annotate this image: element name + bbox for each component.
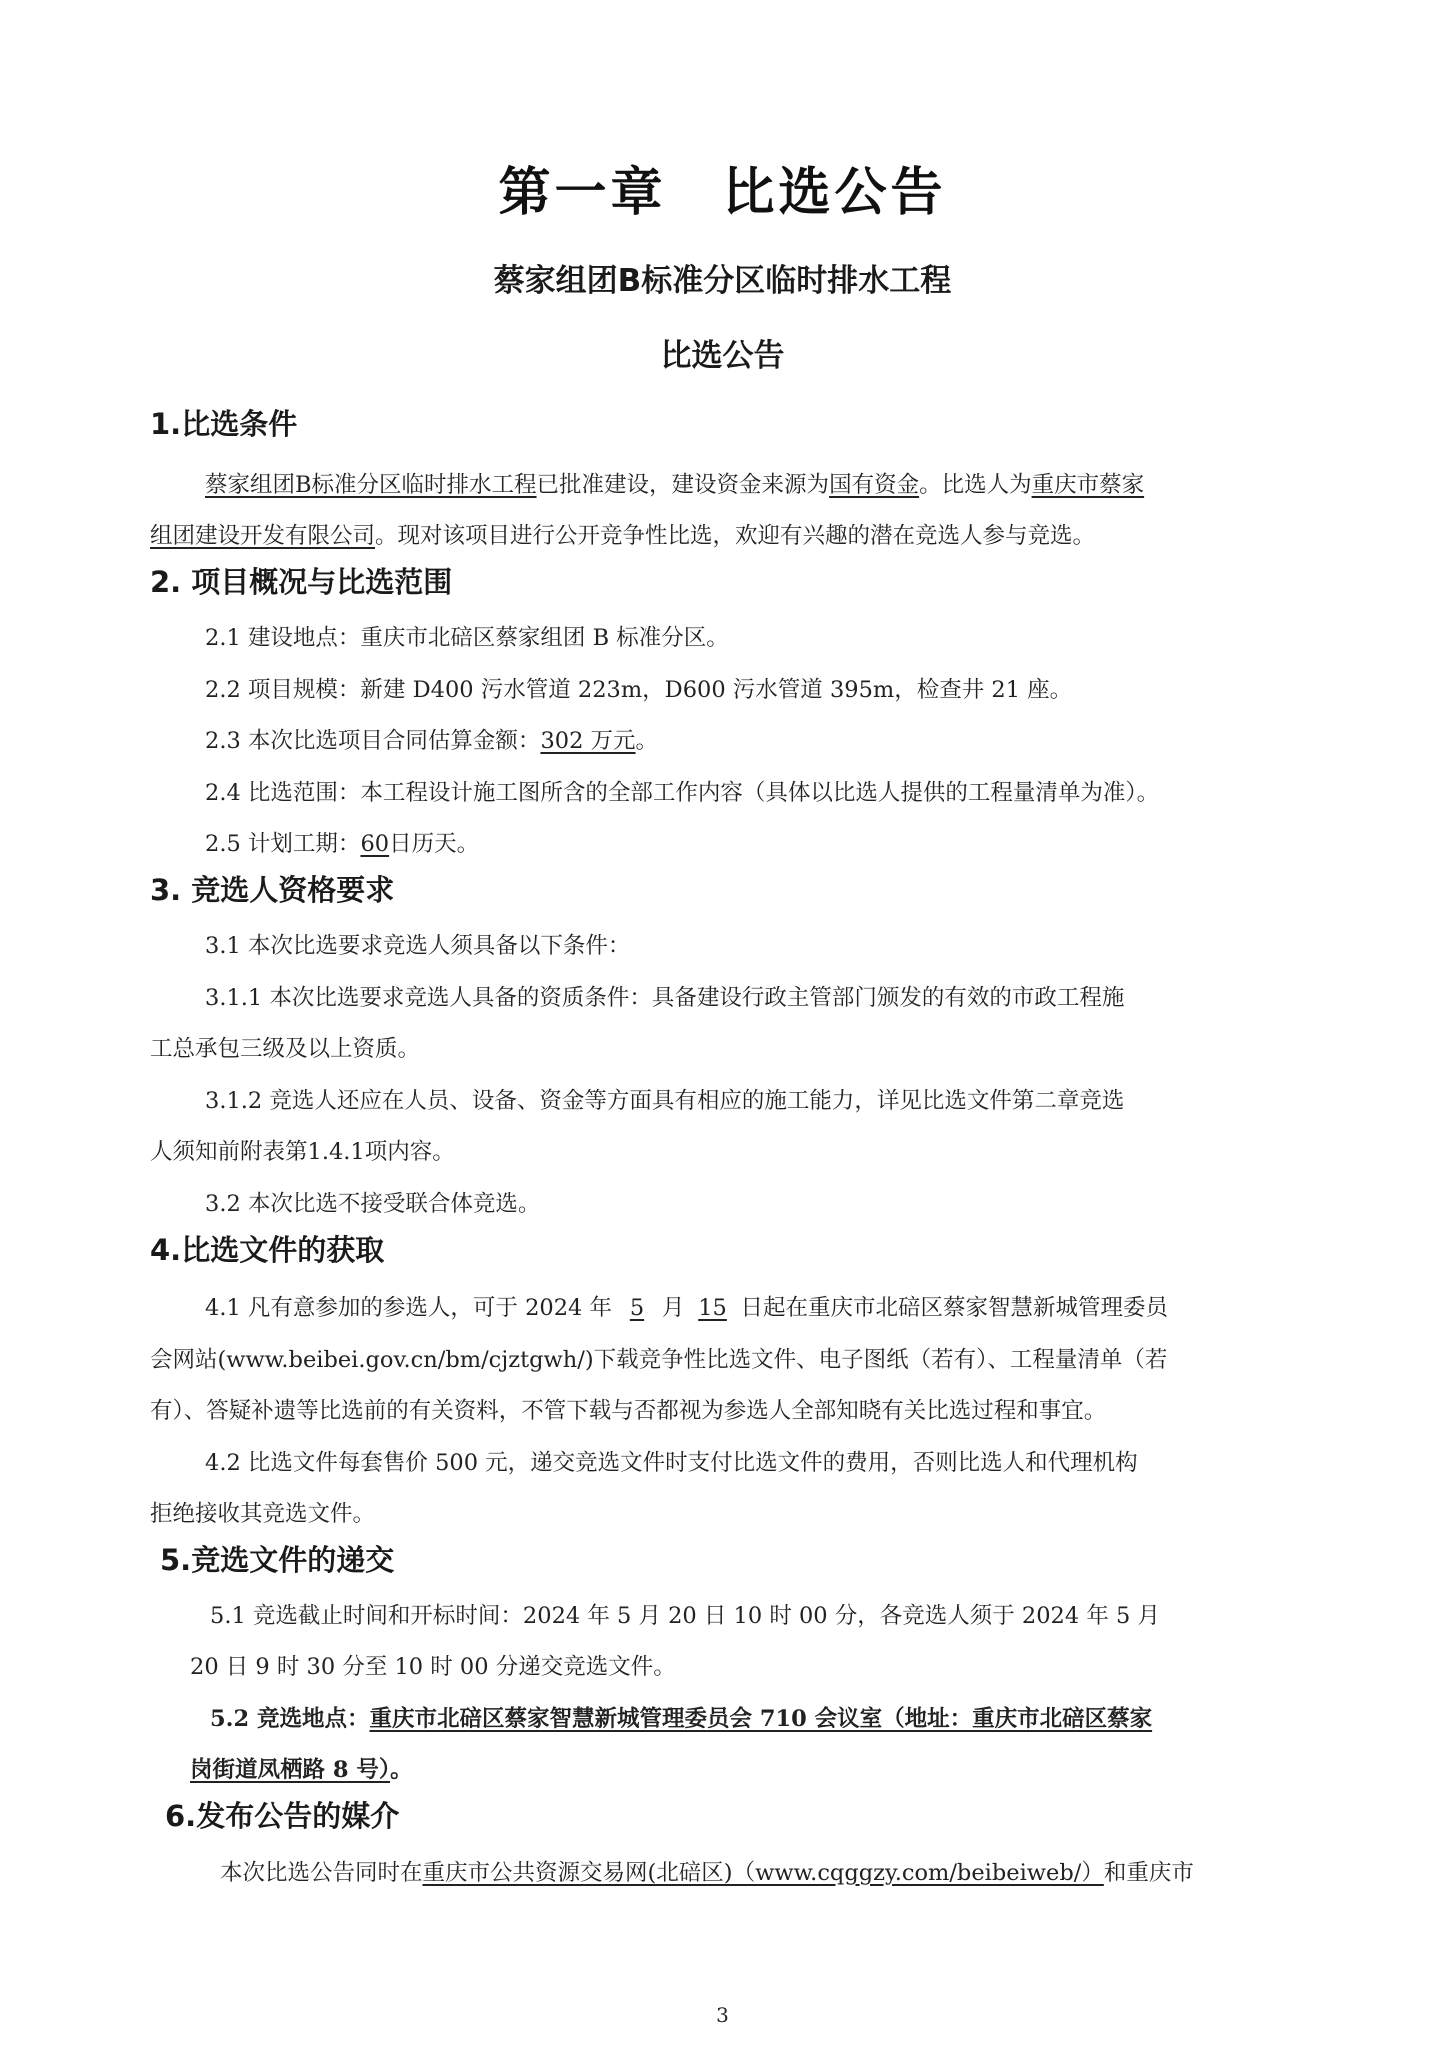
section-3-item-1-1-line-1: 3.1.1 本次比选要求竞选人具备的资质条件：具备建设行政主管部门颁发的有效的市政工程施 — [205, 985, 1125, 1011]
bid-venue-address-part-1: 重庆市北碚区蔡家智慧新城管理委员会 710 会议室（地址：重庆市北碚区蔡家 — [369, 1706, 1153, 1732]
bid-venue-address-part-2: 岗街道凤栖路 8 号） — [190, 1757, 391, 1783]
duration-days: 60 — [360, 831, 390, 857]
section-2-heading: 2. 项目概况与比选范围 — [150, 565, 453, 599]
section-4-item-2-line-1: 4.2 比选文件每套售价 500 元，递交竞选文件时支付比选文件的费用，否则比选人和代理机构 — [205, 1450, 1138, 1476]
section-4-item-2-line-2: 拒绝接收其竞选文件。 — [150, 1501, 376, 1527]
section-6-paragraph-line-1: 本次比选公告同时在重庆市公共资源交易网(北碚区)（www.cqggzy.com/beibeiweb/）和重庆市 — [220, 1860, 1194, 1886]
section-2-item-5: 2.5 计划工期：60日历天。 — [205, 831, 480, 857]
section-5-item-2-line-1: 5.2 竞选地点：重庆市北碚区蔡家智慧新城管理委员会 710 会议室（地址：重庆市北碚区蔡家 — [210, 1706, 1153, 1732]
section-5-item-1-line-2: 20 日 9 时 30 分至 10 时 00 分递交竞选文件。 — [190, 1654, 676, 1680]
section-2-item-2: 2.2 项目规模：新建 D400 污水管道 223m，D600 污水管道 395m，检查井 21 座。 — [205, 677, 1073, 703]
section-3-item-2: 3.2 本次比选不接受联合体竞选。 — [205, 1191, 541, 1217]
section-4-item-1-line-2: 会网站(www.beibei.gov.cn/bm/cjztgwh/)下载竞争性比选文件、电子图纸（若有）、工程量清单（若 — [150, 1347, 1168, 1373]
section-3-item-1-1-line-2: 工总承包三级及以上资质。 — [150, 1036, 421, 1062]
section-4-item-1-line-3: 有）、答疑补遗等比选前的有关资料，不管下载与否都视为参选人全部知晓有关比选过程和事宜。 — [150, 1398, 1107, 1424]
section-3-heading: 3. 竞选人资格要求 — [150, 873, 395, 907]
section-1-paragraph-line-1: 蔡家组团B标准分区临时排水工程已批准建设，建设资金来源为国有资金。比选人为重庆市蔡家 — [205, 472, 1145, 498]
section-3-item-1: 3.1 本次比选要求竞选人须具备以下条件： — [205, 933, 631, 959]
notice-title: 比选公告 — [660, 338, 785, 374]
media-site-link: 重庆市公共资源交易网(北碚区)（www.cqggzy.com/beibeiweb/） — [422, 1860, 1104, 1886]
section-2-item-3: 2.3 本次比选项目合同估算金额：302 万元。 — [205, 728, 659, 754]
fund-source: 国有资金 — [829, 472, 920, 498]
month-blank: 5 — [629, 1295, 645, 1321]
chapter-title: 第一章 比选公告 — [498, 163, 947, 223]
section-4-heading: 4.比选文件的获取 — [150, 1233, 385, 1267]
project-title: 蔡家组团B标准分区临时排水工程 — [493, 263, 952, 299]
day-blank: 15 — [698, 1295, 727, 1321]
section-5-item-1-line-1: 5.1 竞选截止时间和开标时间：2024 年 5 月 20 日 10 时 00 分，各竞选人须于 2024 年 5 月 — [210, 1603, 1160, 1629]
section-2-item-4: 2.4 比选范围：本工程设计施工图所含的全部工作内容（具体以比选人提供的工程量清单为准）。 — [205, 780, 1160, 806]
section-5-heading: 5.竞选文件的递交 — [160, 1543, 395, 1577]
owner-name-part-2: 组团建设开发有限公司 — [150, 523, 376, 549]
owner-name-part-1: 重庆市蔡家 — [1031, 472, 1145, 498]
section-1-paragraph-line-2: 组团建设开发有限公司。现对该项目进行公开竞争性比选，欢迎有兴趣的潜在竞选人参与竞选。 — [150, 523, 1096, 549]
section-1-heading: 1.比选条件 — [150, 407, 298, 441]
section-3-item-1-2-line-1: 3.1.2 竞选人还应在人员、设备、资金等方面具有相应的施工能力，详见比选文件第二章竞选 — [205, 1088, 1125, 1114]
contract-amount: 302 万元 — [540, 728, 636, 754]
section-6-heading: 6.发布公告的媒介 — [165, 1799, 400, 1833]
section-2-item-1: 2.1 建设地点：重庆市北碚区蔡家组团 B 标准分区。 — [205, 625, 729, 651]
section-4-item-1-line-1: 4.1 凡有意参加的参选人，可于 2024 年 5 月 15 日起在重庆市北碚区蔡家智慧新城管理委员 — [205, 1295, 1169, 1321]
project-name-link: 蔡家组团B标准分区临时排水工程 — [205, 472, 537, 498]
section-5-item-2-line-2: 岗街道凤栖路 8 号）。 — [190, 1757, 413, 1783]
page-number: 3 — [716, 2003, 729, 2027]
section-3-item-1-2-line-2: 人须知前附表第1.4.1项内容。 — [150, 1139, 455, 1165]
